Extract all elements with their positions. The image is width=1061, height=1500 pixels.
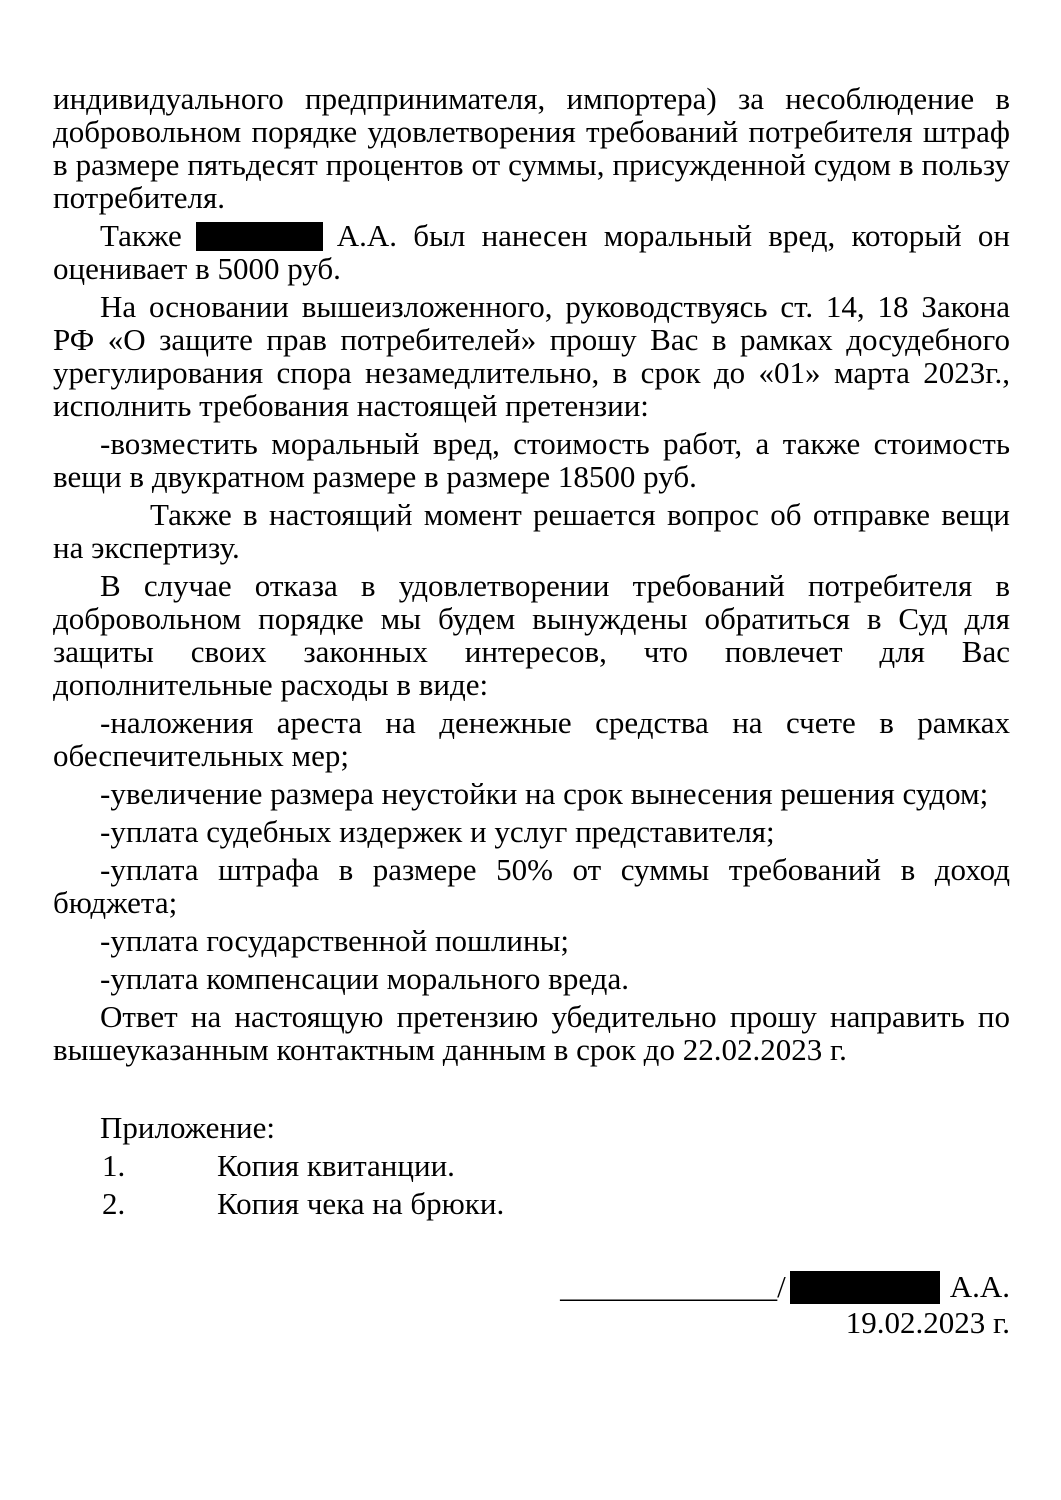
para-item-budget-fine: -уплата штрафа в размере 50% от суммы требований в доход бюджета; — [53, 852, 1010, 920]
attachment-item — [102, 1187, 1010, 1220]
para-court-warning: В случае отказа в удовлетворении требований потребителя в добровольном порядке мы будем вынуждены обратиться в Суд для защиты своих законных интересов, что повлечет для Вас дополнительные расходы в виде: — [53, 568, 1010, 702]
para-moral-damage-text-after: А.А. был нанесен моральный вред, который он оценивает в 5000 руб. — [53, 218, 1010, 286]
attachment-number: 1. — [102, 1148, 126, 1183]
para-expertise-note: Также в настоящий момент решается вопрос об отправке вещи на экспертизу. — [53, 497, 1010, 565]
para-item-court-costs: -уплата судебных издержек и услуг представителя; — [100, 814, 775, 849]
attachments-title: Приложение: — [100, 1110, 275, 1145]
attachment-item — [102, 1149, 1010, 1182]
attachment-number: 2. — [102, 1186, 126, 1221]
para-item-moral-compensation: -уплата компенсации морального вреда. — [100, 961, 629, 996]
date-line: 19.02.2023 г. — [845, 1305, 1010, 1340]
para-moral-damage — [53, 219, 1010, 285]
para-demand-compensation: -возместить моральный вред, стоимость работ, а также стоимость вещи в двукратном размере в размере 18500 руб. — [53, 426, 1010, 494]
para-item-arrest: -наложения ареста на денежные средства на счете в рамках обеспечительных мер; — [53, 705, 1010, 773]
para-demands-intro: На основании вышеизложенного, руководствуясь ст. 14, 18 Закона РФ «О защите прав потребителей» прошу Вас в рамках досудебного урегулирования спора незамедлительно, в срок до «01» марта 2023г., исполнить требования настоящей претензии: — [53, 289, 1010, 423]
para-response-request: Ответ на настоящую претензию убедительно прошу направить по вышеуказанным контактным данным в срок до 22.02.2023 г. — [53, 999, 1010, 1067]
attachment-text: Копия чека на брюки. — [217, 1186, 505, 1221]
signature-initials: А.А. — [949, 1269, 1010, 1304]
para-item-state-duty: -уплата государственной пошлины; — [100, 923, 570, 958]
redaction-box-signature — [790, 1271, 940, 1304]
signature-line — [53, 1270, 1010, 1304]
para-penalty-clause: индивидуального предпринимателя, импортера) за несоблюдение в добровольном порядке удовлетворения требований потребителя штраф в размере пятьдесят процентов от суммы, присужденной судом в пользу потребителя. — [53, 81, 1010, 215]
attachment-text: Копия квитанции. — [217, 1148, 455, 1183]
para-moral-damage-text-before: Также — [100, 218, 182, 253]
signature-blank-line: ______________/ — [560, 1269, 786, 1304]
para-item-penalty-increase: -увеличение размера неустойки на срок вынесения решения судом; — [100, 776, 989, 811]
redaction-box-name — [196, 222, 323, 251]
